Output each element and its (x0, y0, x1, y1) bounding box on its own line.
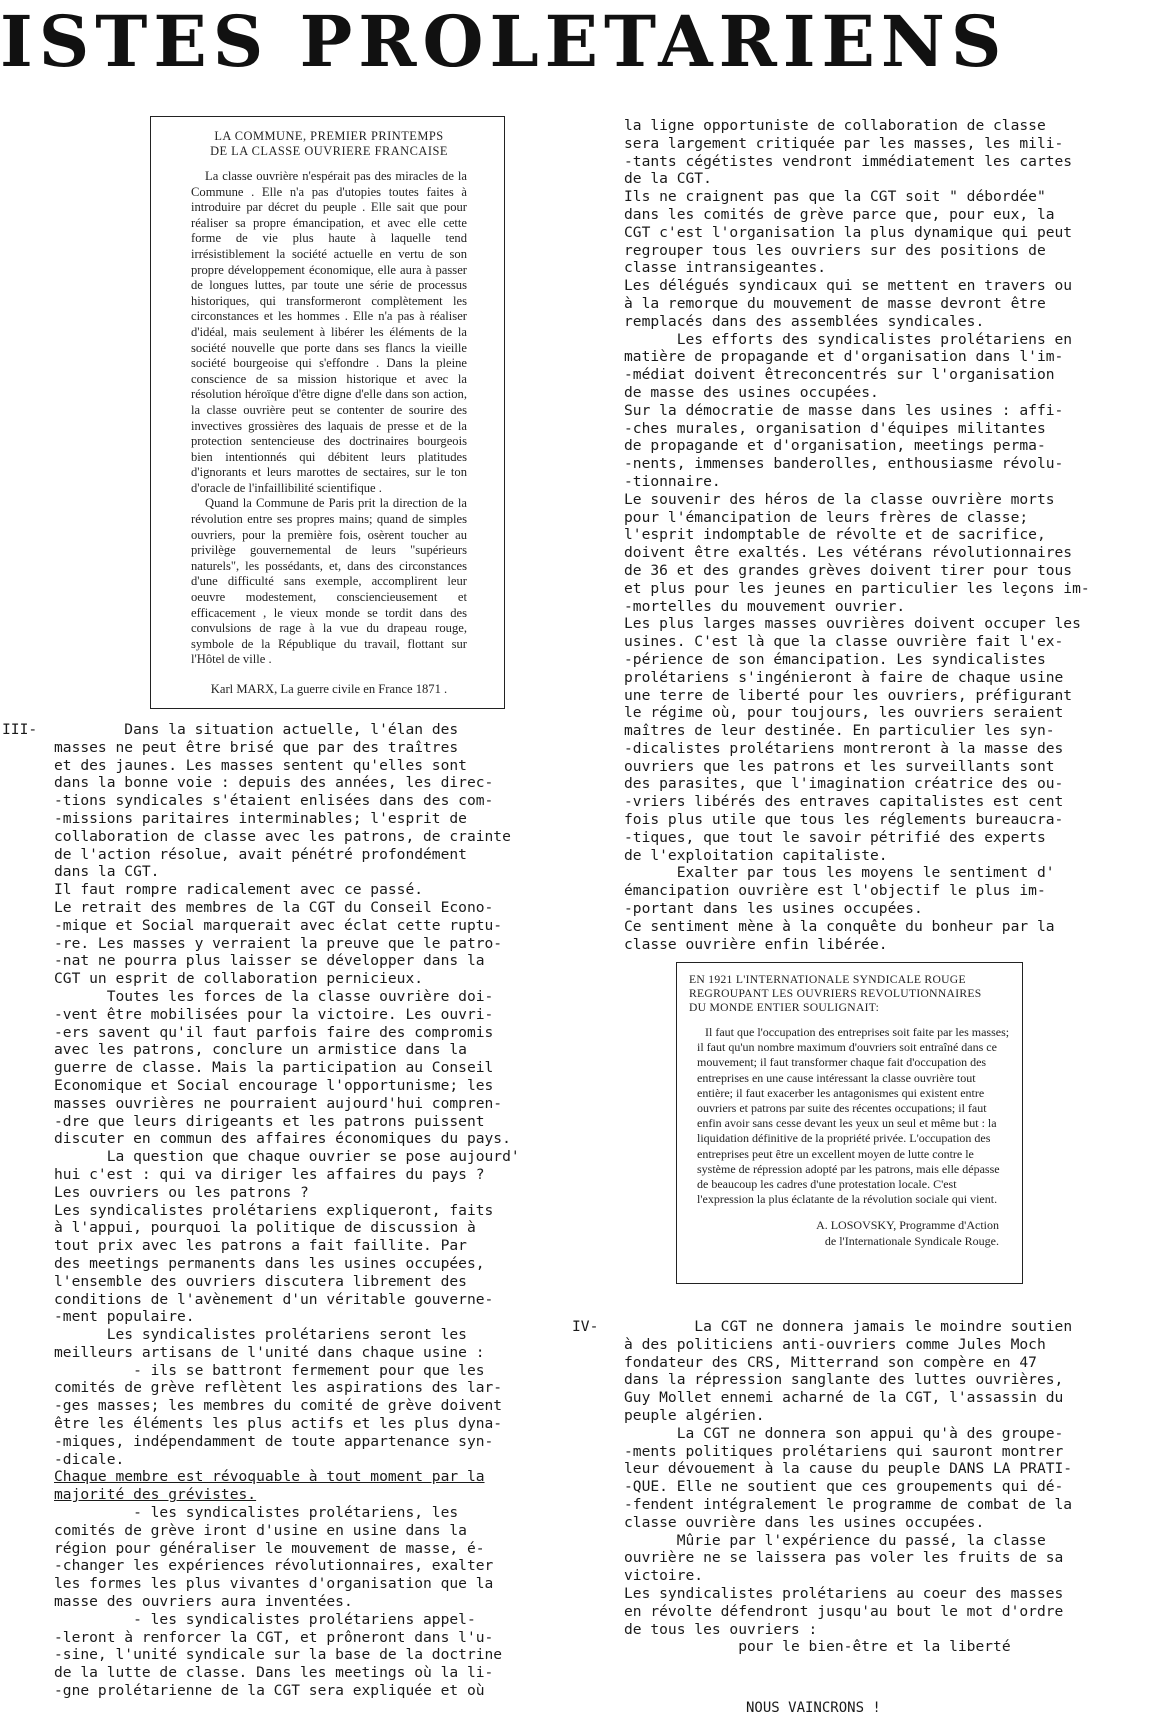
text-line: conditions de l'avènement d'un véritable gouverne- (54, 1290, 494, 1308)
section-iii (2, 721, 559, 1700)
text-line: -miques, indépendamment de toute appartenance syn- (54, 1432, 494, 1450)
text-line: La question que chaque ouvrier se pose aujourd' (54, 1148, 520, 1166)
marx-paragraph-1: La classe ouvrière n'espérait pas des miracles de la Commune . Elle n'a pas d'utopies toutes faites à introduire par décret du peuple . Elle sait que pour réaliser sa propre émancipation, et avec elle cette forme de vie plus haute à laquelle tend irrésistiblement la société actuelle en vertu de son propre développement économique, elle aura à passer de longues luttes, par toute une série de processus historiques, qui transformeront complètement les circonstances et les hommes . Elle n'a pas à réaliser d'idéal, mais seulement à libérer les éléments de la société nouvelle que porte dans ses flancs la vieille société bourgeoise qui s'effondre . Dans la pleine conscience de sa mission historique et avec la résolution héroïque d'être digne d'elle dans son action, la classe ouvrière peut se contenter de sourire des invectives grossières des laquais de presse et de la protection sentencieuse des doctrinaires bourgeois bien intentionnés qui débitent leurs platitudes d'ignorants et leurs marottes de sectaires, sur le ton d'oracle de l'infaillibilité scientifique . (191, 169, 467, 495)
text-line: -re. Les masses y verraient la preuve que le patro- (54, 934, 503, 952)
text-line: meilleurs artisans de l'unité dans chaque usine : (54, 1343, 485, 1361)
text-line: remplacés dans des assemblées syndicales. (624, 312, 985, 330)
text-line: -dre que leurs dirigeants et les patrons puissent (54, 1112, 485, 1130)
text-line: Les efforts des syndicalistes prolétariens en (624, 330, 1073, 348)
section-number: III- (2, 721, 38, 738)
text-line: -fendent intégralement le programme de combat de la (624, 1495, 1073, 1513)
text-line: -vent être mobilisées pour la victoire. Les ouvri- (54, 1005, 494, 1023)
marx-quote-box (150, 116, 505, 709)
section-iv-text (624, 1318, 1106, 1656)
text-line: fondateur des CRS, Mitterrand son compère en 47 (624, 1353, 1037, 1371)
text-line: -dicalistes prolétariens montreront à la masse des (624, 739, 1064, 757)
text-line: la ligne opportuniste de collaboration de classe (624, 117, 1046, 134)
text-line: masse des ouvriers aura inventées. (54, 1593, 353, 1611)
text-line: -leront à renforcer la CGT, et prôneront dans l'u- (54, 1628, 494, 1646)
text-line: l'ensemble des ouvriers discutera librement des (54, 1272, 467, 1290)
text-line: -sine, l'unité syndicale sur la base de la doctrine (54, 1646, 503, 1664)
closing-slogan: NOUS VAINCRONS ! (746, 1700, 881, 1716)
headline: ISTES PROLETARIENS (0, 0, 1008, 83)
text-line: Les ouvriers ou les patrons ? (54, 1183, 309, 1201)
text-line: le régime où, pour toujours, les ouvriers seraient (624, 704, 1064, 722)
text-line: Les délégués syndicaux qui se mettent en travers ou (624, 277, 1073, 295)
text-line: région pour généraliser le mouvement de masse, é- (54, 1539, 485, 1557)
text-line: prolétariens s'ingénieront à faire de chaque usine (624, 668, 1064, 686)
text-line: Les syndicalistes prolétariens expliqueront, faits (54, 1201, 494, 1219)
text-line: Guy Mollet ennemi acharné de la CGT, l'assassin du (624, 1389, 1064, 1407)
text-line: usines. C'est là que la classe ouvrière fait l'ex- (624, 633, 1064, 651)
text-line: classe ouvrière dans les usines occupées. (624, 1513, 985, 1531)
text-line: -tiques, que tout le savoir pétrifié des experts (624, 828, 1046, 846)
text-line: des parasites, que l'imagination créatrice des ou- (624, 775, 1064, 793)
text-line: Le souvenir des héros de la classe ouvrière morts (624, 490, 1055, 508)
text-line: Les plus larges masses ouvrières doivent occuper les (624, 615, 1081, 633)
text-line: -ers savent qu'il faut parfois faire des compromis (54, 1023, 494, 1041)
losovsky-quote-box (676, 962, 1023, 1284)
text-line: et des jaunes. Les masses sentent qu'elles sont (54, 756, 467, 774)
text-line: en révolte défendront jusqu'au bout le mot d'ordre (624, 1602, 1064, 1620)
text-line: La CGT ne donnera jamais le moindre soutien (624, 1318, 1073, 1335)
text-line: dans la CGT. (54, 863, 160, 881)
text-line: pour l'émancipation de leurs frères de classe; (624, 508, 1029, 526)
text-line: -mique et Social marquerait avec éclat cette ruptu- (54, 916, 503, 934)
text-line: discuter en commun des affaires économiques du pays. (54, 1130, 511, 1148)
text-line: Le retrait des membres de la CGT du Conseil Econo- (54, 898, 494, 916)
text-line: comités de grève reflètent les aspirations des lar- (54, 1379, 503, 1397)
text-line: CGT un esprit de collaboration pernicieux. (54, 970, 424, 988)
text-line: matière de propagande et d'organisation dans l'im- (624, 348, 1064, 366)
text-line: de l'action résolue, avait pénétré profondément (54, 845, 467, 863)
text-line: peuple algérien. (624, 1406, 765, 1424)
text-line: et plus pour les jeunes en particulier les leçons im- (624, 579, 1090, 597)
text-line: de propagande et d'organisation, meetings perma- (624, 437, 1046, 455)
text-line: -portant dans les usines occupées. (624, 900, 923, 918)
text-line: avec les patrons, conclure un armistice dans la (54, 1041, 467, 1059)
text-line: guerre de classe. Mais la participation au Conseil (54, 1059, 494, 1077)
marx-signature: Karl MARX, La guerre civile en France 1871 . (210, 682, 448, 696)
text-line: CGT c'est l'organisation la plus dynamique qui peut (624, 223, 1073, 241)
text-line: -médiat doivent êtreconcentrés sur l'organisation (624, 366, 1055, 384)
text-line: à la remorque du mouvement de masse devront être (624, 294, 1046, 312)
text-line: comités de grève iront d'usine en usine dans la (54, 1521, 467, 1539)
text-line: -missions paritaires interminables; l'esprit de (54, 809, 467, 827)
text-line: de la lutte de classe. Dans les meetings où la li- (54, 1664, 494, 1682)
text-line: doivent être exaltés. Les vétérans révolutionnaires (624, 544, 1073, 562)
text-line: de la CGT. (624, 170, 712, 188)
text-line: - ils se battront fermement pour que les (54, 1361, 485, 1379)
text-line: Ce sentiment mène à la conquête du bonheur par la (624, 917, 1055, 935)
text-line: Economique et Social encourage l'opportunisme; les (54, 1076, 494, 1094)
text-line: l'esprit indomptable de révolte et de sacrifice, (624, 526, 1046, 544)
text-line: Exalter par tous les moyens le sentiment d' (624, 864, 1055, 882)
text-line: -nents, immenses banderolles, enthousiasme révolu- (624, 455, 1064, 473)
text-line: victoire. (624, 1567, 704, 1585)
text-line: -dicale. (54, 1450, 125, 1468)
text-line: de tous les ouvriers : (624, 1620, 818, 1638)
text-line: masses ouvrières ne pourraient aujourd'hui compren- (54, 1094, 503, 1112)
text-line: pour le bien-être et la liberté (624, 1638, 1011, 1656)
text-line: masses ne peut être brisé que par des traîtres (54, 738, 459, 756)
text-line: - les syndicalistes prolétariens appel- (54, 1610, 476, 1628)
text-line: Mûrie par l'expérience du passé, la classe (624, 1531, 1046, 1549)
text-line: collaboration de classe avec les patrons, de crainte (54, 827, 511, 845)
marx-paragraph-2: Quand la Commune de Paris prit la direction de la révolution entre ses propres mains; quand de simples ouvriers, pour la première fois, osèrent toucher au privilège gouvernemental de leurs "supérieurs naturels", les possédants, et, dans des circonstances d'une difficulté sans exemple, accomplirent leur oeuvre modestement, consciencieusement et efficacement , le vieux monde se tordit dans des convulsions de rage à la vue du drapeau rouge, symbole de la République du travail, flottant sur l'Hôtel de ville . (191, 496, 467, 667)
losovsky-signature: A. LOSOVSKY, Programme d'Action de l'Internationale Syndicale Rouge. (816, 1218, 999, 1249)
text-line: -tionnaire. (624, 472, 721, 490)
text-line: -vriers libérés des entraves capitalistes est cent (624, 793, 1064, 811)
text-line: -ment populaire. (54, 1308, 195, 1326)
text-line: -ges masses; les membres du comité de grève doivent (54, 1397, 503, 1415)
text-line: Dans la situation actuelle, l'élan des (54, 721, 459, 738)
text-line: à l'appui, pourquoi la politique de discussion à (54, 1219, 476, 1237)
text-line: Ils ne craignent pas que la CGT soit " débordée" (624, 188, 1046, 206)
text-line: -tants cégétistes vendront immédiatement les cartes (624, 152, 1073, 170)
text-line: -mortelles du mouvement ouvrier. (624, 597, 906, 615)
text-line: -gne prolétarienne de la CGT sera expliquée et où (54, 1682, 485, 1700)
text-line: classe ouvrière enfin libérée. (624, 935, 888, 953)
text-line: être les éléments les plus actifs et les plus dyna- (54, 1415, 503, 1433)
text-line: Chaque membre est révoquable à tout moment par la (54, 1468, 485, 1486)
section-number: IV- (572, 1318, 599, 1335)
text-line: La CGT ne donnera son appui qu'à des groupe- (624, 1424, 1064, 1442)
text-line: de l'exploitation capitaliste. (624, 846, 888, 864)
section-iv (572, 1318, 1106, 1656)
right-column-text (624, 117, 1106, 953)
text-line: Sur la démocratie de masse dans les usines : affi- (624, 401, 1064, 419)
text-line: Toutes les forces de la classe ouvrière doi- (54, 987, 494, 1005)
text-line: émancipation ouvrière est l'objectif le plus im- (624, 882, 1046, 900)
marx-box-title: LA COMMUNE, PREMIER PRINTEMPS DE LA CLASSE OUVRIERE FRANCAISE (210, 129, 448, 158)
losovsky-paragraph: Il faut que l'occupation des entreprises soit faite par les masses; il faut qu'un nombre maximum d'ouvriers soit entraîné dans ce mouvement; il faut transformer chaque fait d'occupation des entreprises en une cause intéressant la classe ouvrière tout entière; il faut exacerber les antagonismes qui existent entre ouvriers et patrons par suite des récentes occupations; il faut enfin avoir sans cesse devant les yeux un seul et même but : la liquidation définitive de la propriété privée. L'occupation des entreprises peut être un excellent moyen de lutte contre le système de répression adopté par les patrons, mais elle dépasse de beaucoup les cadres d'une protestation locale. C'est l'expression la plus éclatante de la révolution sociale qui vient. (697, 1025, 1010, 1207)
text-line: hui c'est : qui va diriger les affaires du pays ? (54, 1165, 485, 1183)
text-line: regrouper tous les ouvriers sur des positions de (624, 241, 1046, 259)
text-line: majorité des grévistes. (54, 1486, 257, 1504)
text-line: ouvriers que les patrons et les surveillants sont (624, 757, 1055, 775)
text-line: -nat ne pourra plus laisser se développer dans la (54, 952, 485, 970)
text-line: -ches murales, organisation d'équipes militantes (624, 419, 1046, 437)
text-line: -QUE. Elle ne soutient que ces groupements qui dé- (624, 1478, 1064, 1496)
losovsky-box-title: EN 1921 L'INTERNATIONALE SYNDICALE ROUGE REGROUPANT LES OUVRIERS REVOLUTIONNAIRES DU MONDE ENTIER SOULIGNAIT: (689, 973, 982, 1014)
text-line: fois plus utile que tous les réglements bureaucra- (624, 811, 1064, 829)
text-line: tout prix avec les patrons a fait faillite. Par (54, 1237, 467, 1255)
section-iii-text (54, 721, 559, 1700)
text-line: dans la répression sanglante des luttes ouvrières, (624, 1371, 1064, 1389)
text-line: Les syndicalistes prolétariens au coeur des masses (624, 1584, 1064, 1602)
text-line: les formes les plus vivantes d'organisation que la (54, 1575, 494, 1593)
text-line: Il faut rompre radicalement avec ce passé. (54, 881, 424, 899)
text-line: -périence de son émancipation. Les syndicalistes (624, 650, 1046, 668)
text-line: -ments politiques prolétariens qui sauront montrer (624, 1442, 1064, 1460)
text-line: Les syndicalistes prolétariens seront les (54, 1326, 467, 1344)
text-line: dans les comités de grève parce que, pour eux, la (624, 205, 1055, 223)
text-line: dans la bonne voie : depuis des années, les direc- (54, 774, 494, 792)
text-line: maîtres de leur destinée. En particulier les syn- (624, 722, 1055, 740)
text-line: de masse des usines occupées. (624, 383, 879, 401)
text-line: leur dévouement à la cause du peuple DANS LA PRATI- (624, 1460, 1073, 1478)
text-line: une terre de liberté pour les ouvriers, préfigurant (624, 686, 1073, 704)
text-line: -changer les expériences révolutionnaires, exalter (54, 1557, 494, 1575)
text-line: - les syndicalistes prolétariens, les (54, 1504, 459, 1522)
text-line: à des politiciens anti-ouvriers comme Jules Moch (624, 1335, 1046, 1353)
text-line: ouvrière ne se laissera pas voler les fruits de sa (624, 1549, 1064, 1567)
text-line: des meetings permanents dans les usines occupées, (54, 1254, 485, 1272)
text-line: de 36 et des grandes grèves doivent tirer pour tous (624, 561, 1073, 579)
text-line: classe intransigeantes. (624, 259, 827, 277)
text-line: sera largement critiquée par les masses, les mili- (624, 134, 1064, 152)
text-line: -tions syndicales s'étaient enlisées dans des com- (54, 792, 494, 810)
